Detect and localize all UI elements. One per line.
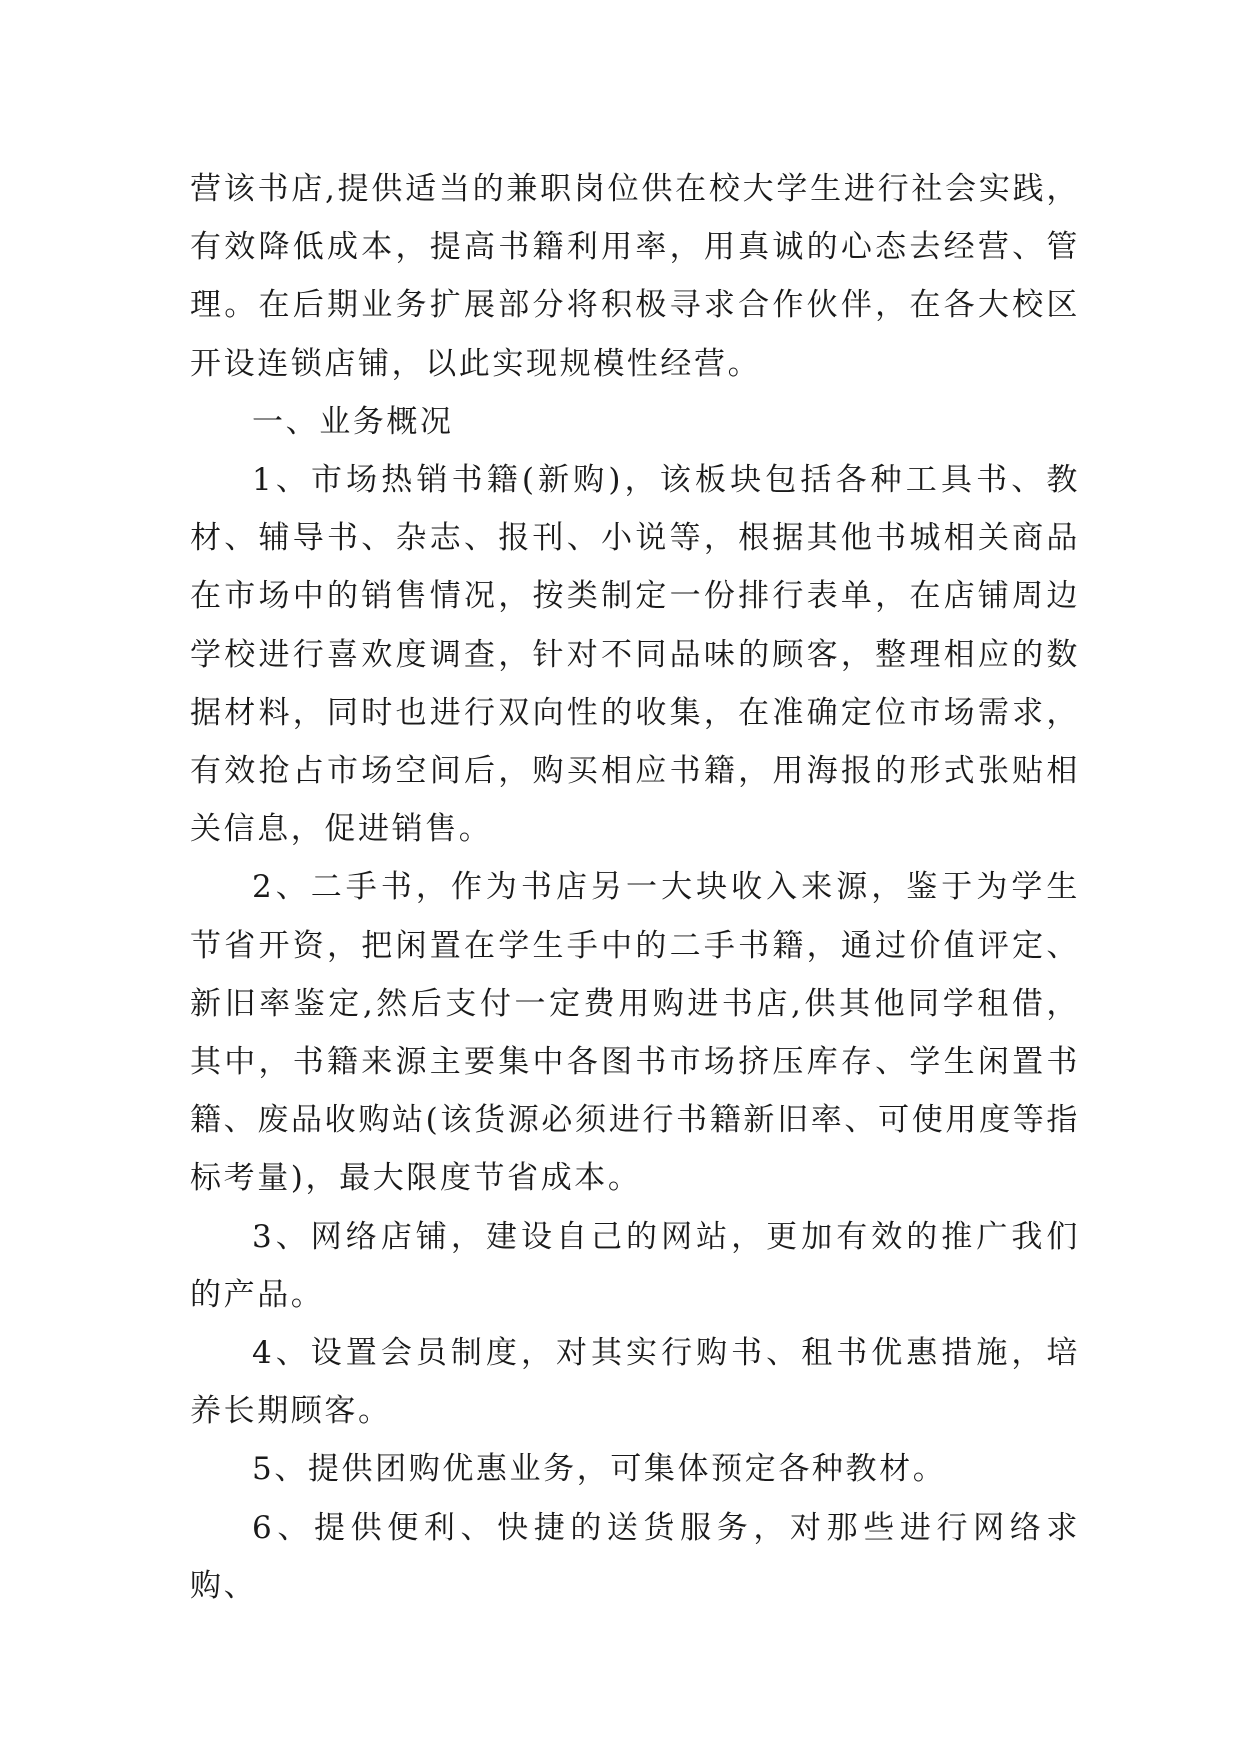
document-body bbox=[190, 160, 1080, 1615]
list-item-5: 5、提供团购优惠业务，可集体预定各种教材。 bbox=[252, 1451, 947, 1488]
list-item-3: 3、网络店铺，建设自己的网站，更加有效的推广我们的产品。 bbox=[190, 1218, 1080, 1313]
paragraph-continuation: 营该书店,提供适当的兼职岗位供在校大学生进行社会实践，有效降低成本，提高书籍利用率，用真诚的心态去经营、管理。在后期业务扩展部分将积极寻求合作伙伴，在各大校区开设连锁店铺，以此实现规模性经营。 bbox=[190, 171, 1080, 382]
list-item-4: 4、设置会员制度，对其实行购书、租书优惠措施，培养长期顾客。 bbox=[190, 1335, 1080, 1430]
list-item-1: 1、市场热销书籍(新购)，该板块包括各种工具书、教材、辅导书、杂志、报刊、小说等，根据其他书城相关商品在市场中的销售情况，按类制定一份排行表单，在店铺周边学校进行喜欢度调查，针对不同品味的顾客，整理相应的数据材料，同时也进行双向性的收集，在准确定位市场需求，有效抢占市场空间后，购买相应书籍，用海报的形式张贴相关信息，促进销售。 bbox=[190, 462, 1080, 848]
section-heading: 一、业务概况 bbox=[252, 403, 454, 440]
list-item-6: 6、提供便利、快捷的送货服务，对那些进行网络求购、 bbox=[190, 1509, 1080, 1604]
list-item-2: 2、二手书，作为书店另一大块收入来源，鉴于为学生节省开资，把闲置在学生手中的二手书籍，通过价值评定、新旧率鉴定,然后支付一定费用购进书店,供其他同学租借，其中，书籍来源主要集中各图书市场挤压库存、学生闲置书籍、废品收购站(该货源必须进行书籍新旧率、可使用度等指标考量)，最大限度节省成本。 bbox=[190, 869, 1080, 1197]
